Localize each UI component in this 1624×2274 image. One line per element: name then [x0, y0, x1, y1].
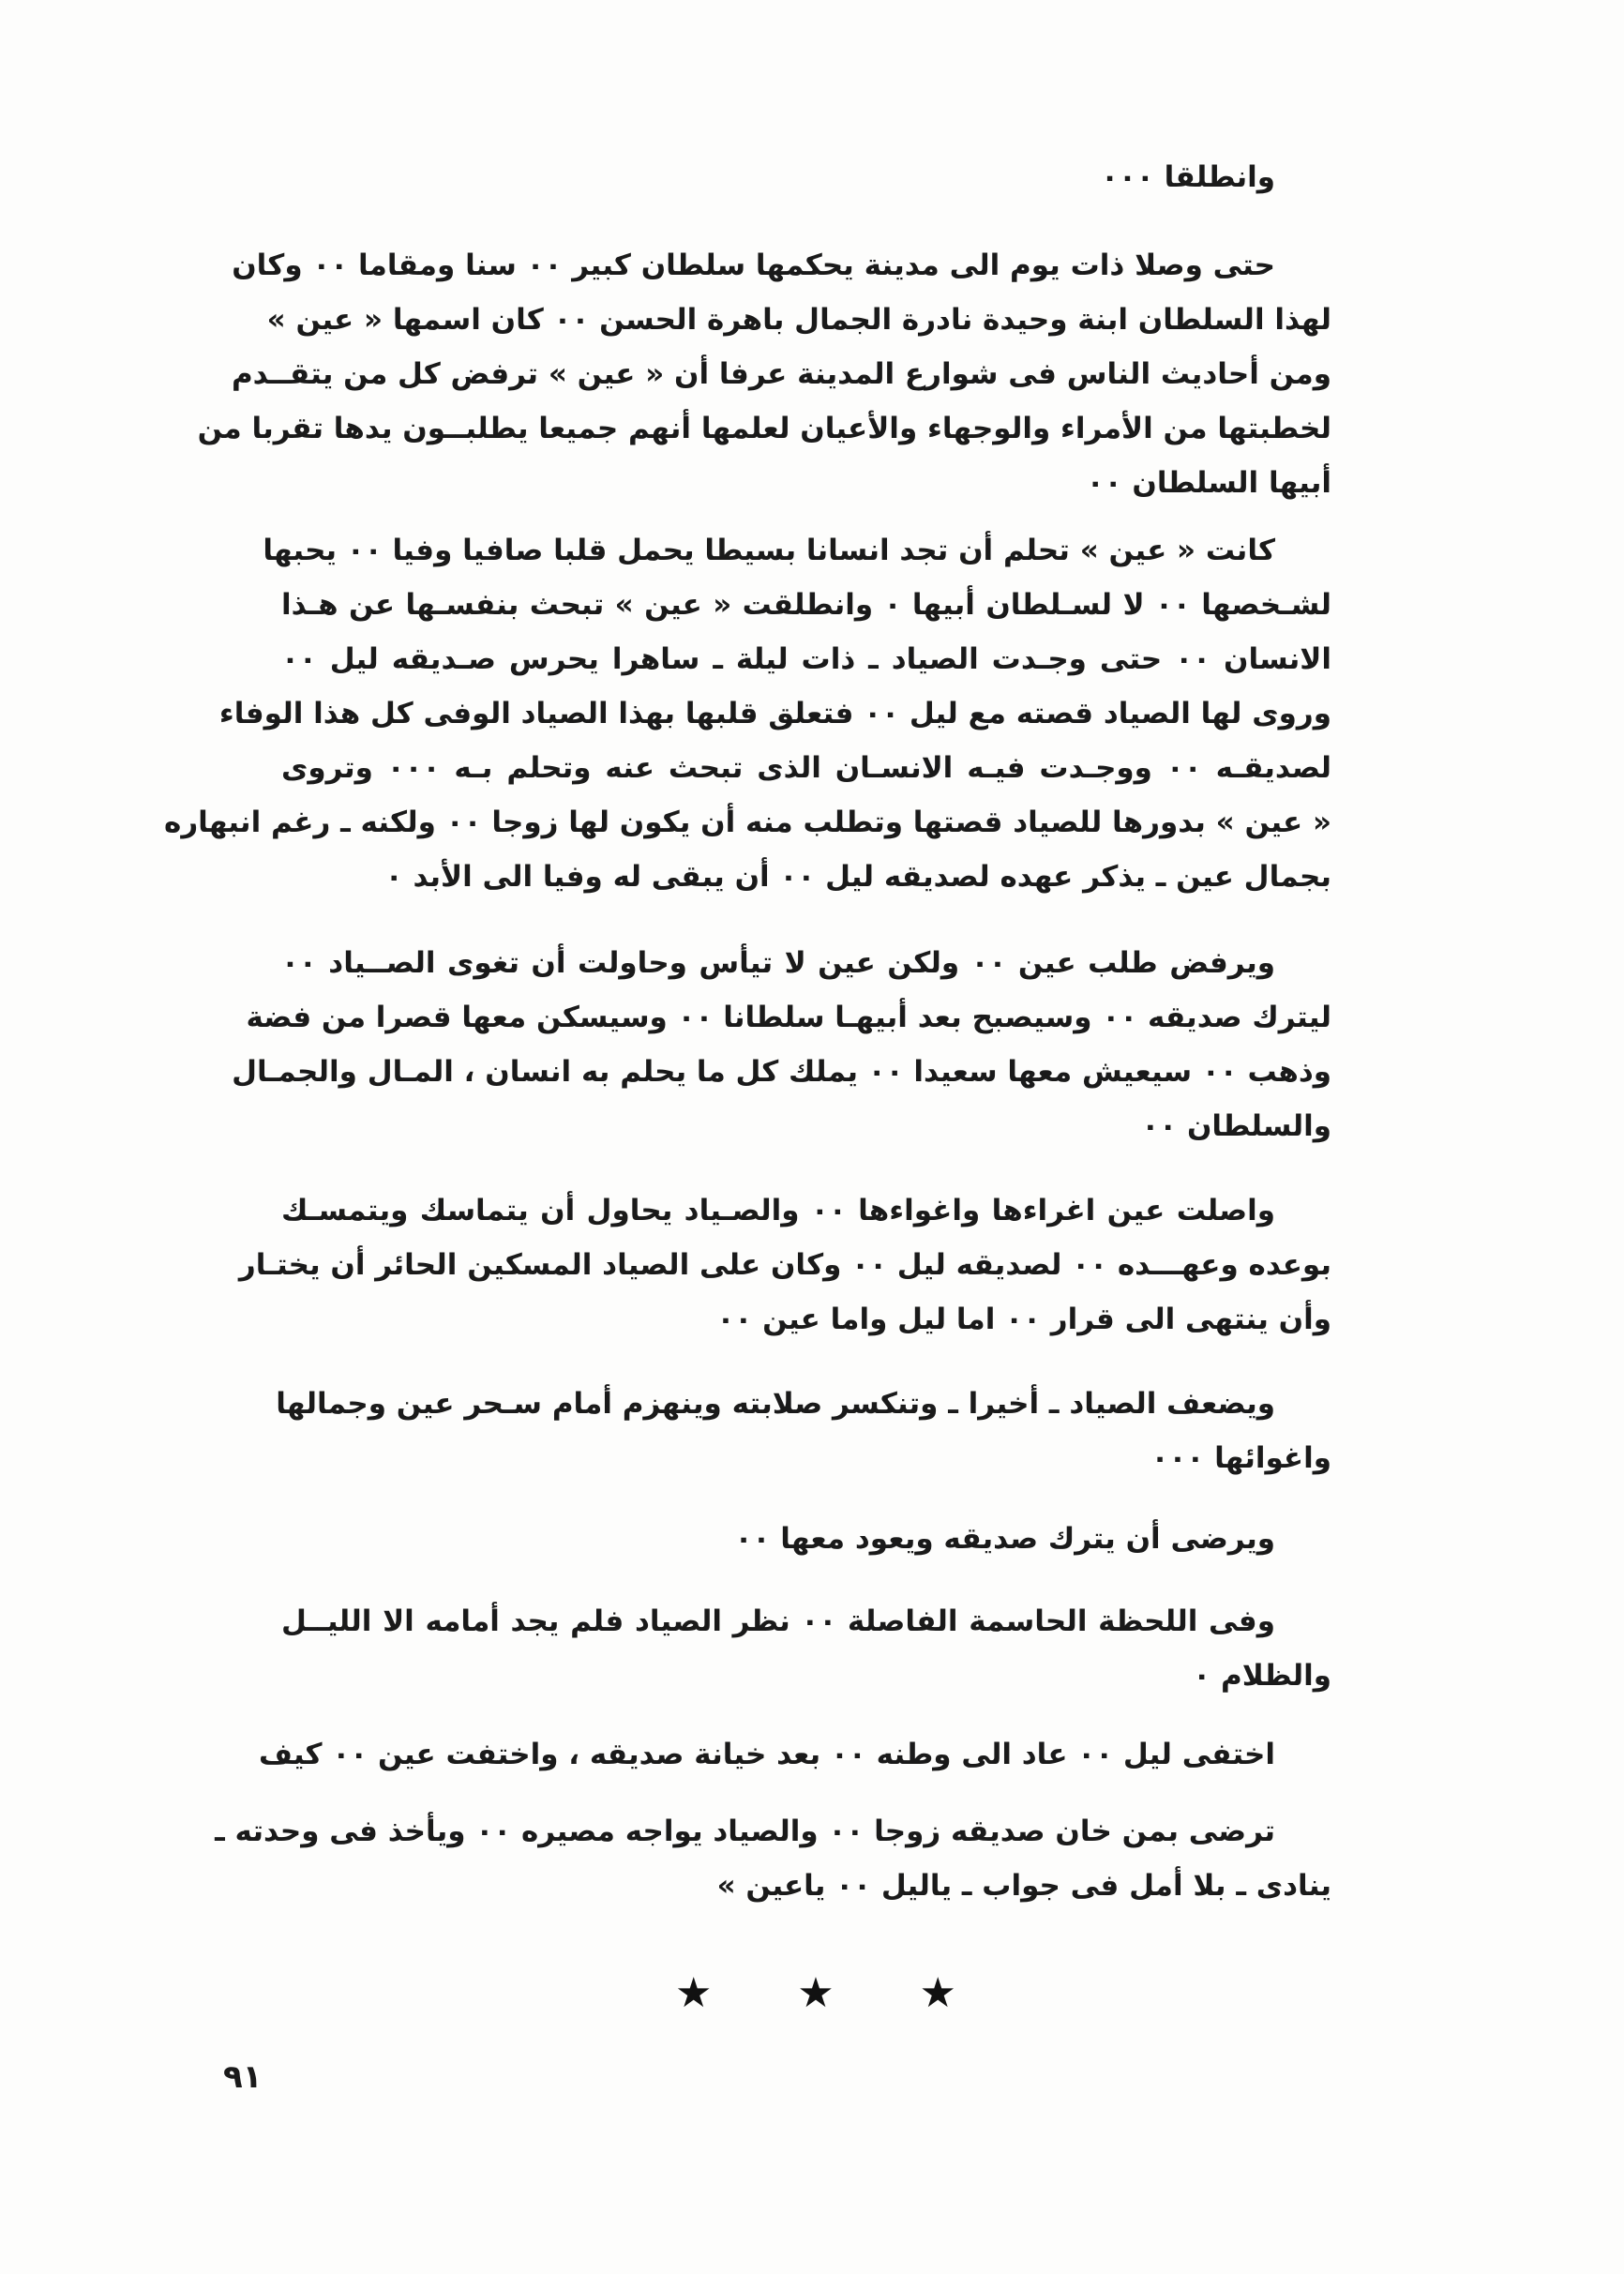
- text-line: ويرفض طلب عين ٠٠ ولكن عين لا تيأس وحاولت أن تغوى الصــياد ٠٠: [281, 946, 1275, 980]
- star-icon: ★: [919, 1969, 956, 2017]
- text-line: كانت « عين » تحلم أن تجد انسانا بسيطا يحمل قلبا صافيا وفيا ٠٠ يحبها: [263, 534, 1275, 567]
- paragraph-5: [238, 1183, 1331, 1347]
- text-line: ينادى ـ بلا أمل فى جواب ـ ياليل ٠٠ ياعين »: [716, 1869, 1331, 1903]
- paragraph-8: [281, 1594, 1331, 1703]
- text-line: واصلت عين اغراءها واغواءها ٠٠ والصـياد يحاول أن يتماسك ويتمسـك: [281, 1194, 1276, 1227]
- paragraph-1: [281, 150, 1331, 204]
- text-line: لشـخصها ٠٠ لا لسـلطان أبيها ٠ وانطلقت « عين » تبحث بنفسـها عن هـذا: [281, 588, 1331, 622]
- star-icon: ★: [797, 1969, 835, 2017]
- paragraph-2: [197, 238, 1331, 510]
- text-line: وفى اللحظة الحاسمة الفاصلة ٠٠ نظر الصياد فلم يجد أمامه الا الليــل: [281, 1604, 1275, 1638]
- paragraph-7: [281, 1512, 1331, 1566]
- text-line: لصديقـه ٠٠ ووجـدت فيـه الانسـان الذى تبحث عنه وتحلم بـه ٠٠٠ وتروى: [281, 751, 1332, 785]
- paragraph-10: [215, 1804, 1331, 1913]
- text-line: والسلطان ٠٠: [1141, 1109, 1331, 1143]
- text-line: لخطبتها من الأمراء والوجهاء والأعيان لعلمها أنهم جميعا يطلبــون يدها تقربا من: [197, 412, 1331, 445]
- text-line: « عين » بدورها للصياد قصتها وتطلب منه أن يكون لها زوجا ٠٠ ولكنه ـ رغم انبهاره: [164, 806, 1331, 839]
- text-line: ترضى بمن خان صديقه زوجا ٠٠ والصياد يواجه مصيره ٠٠ ويأخذ فى وحدته ـ: [215, 1815, 1275, 1848]
- paragraph-3: [164, 523, 1332, 904]
- text-line: أبيها السلطان ٠٠: [1086, 466, 1331, 500]
- text-line: بوعده وعهـــده ٠٠ لصديقه ليل ٠٠ وكان على الصياد المسكين الحائر أن يختـار: [238, 1248, 1331, 1282]
- text-line: بجمال عين ـ يذكر عهده لصديقه ليل ٠٠ أن يبقى له وفيا الى الأبد ٠: [384, 860, 1331, 894]
- text-line: وأن ينتهى الى قرار ٠٠ اما ليل واما عين ٠٠: [716, 1303, 1331, 1336]
- text-line: الانسان ٠٠ حتى وجـدت الصياد ـ ذات ليلة ـ ساهرا يحرس صـديقه ليل ٠٠: [281, 642, 1331, 676]
- text-line: ومن أحاديث الناس فى شوارع المدينة عرفا أن « عين » ترفض كل من يتقــدم: [231, 357, 1331, 391]
- text-line: ليترك صديقه ٠٠ وسيصبح بعد أبيهـا سلطانا ٠٠ وسيسكن معها قصرا من فضة: [246, 1001, 1331, 1034]
- text-line: وروى لها الصياد قصته مع ليل ٠٠ فتعلق قلبها بهذا الصياد الوفى كل هذا الوفاء: [218, 697, 1331, 730]
- text-line: والظلام ٠: [1193, 1659, 1331, 1693]
- paragraph-9: [258, 1727, 1331, 1782]
- star-icon: ★: [675, 1969, 713, 2017]
- paragraph-4: [232, 936, 1331, 1153]
- text-line: وانطلقا ٠٠٠: [1101, 160, 1275, 194]
- paragraph-6: [276, 1377, 1331, 1485]
- text-line: لهذا السلطان ابنة وحيدة نادرة الجمال باهرة الحسن ٠٠ كان اسمها « عين »: [266, 303, 1331, 337]
- text-line: ويضعف الصياد ـ أخيرا ـ وتنكسر صلابته وينهزم أمام سـحر عين وجمالها: [276, 1387, 1275, 1421]
- page-number: ٩١: [223, 2058, 263, 2096]
- text-line: وذهب ٠٠ سيعيش معها سعيدا ٠٠ يملك كل ما يحلم به انسان ، المـال والجمـال: [232, 1055, 1331, 1089]
- text-line: اختفى ليل ٠٠ عاد الى وطنه ٠٠ بعد خيانة صديقه ، واختفت عين ٠٠ كيف: [258, 1738, 1275, 1771]
- text-line: ويرضى أن يترك صديقه ويعود معها ٠٠: [734, 1522, 1275, 1556]
- text-line: واغوائها ٠٠٠: [1150, 1441, 1331, 1475]
- text-line: حتى وصلا ذات يوم الى مدينة يحكمها سلطان كبير ٠٠ سنا ومقاما ٠٠ وكان: [232, 248, 1275, 282]
- section-divider-stars: [675, 1969, 956, 2017]
